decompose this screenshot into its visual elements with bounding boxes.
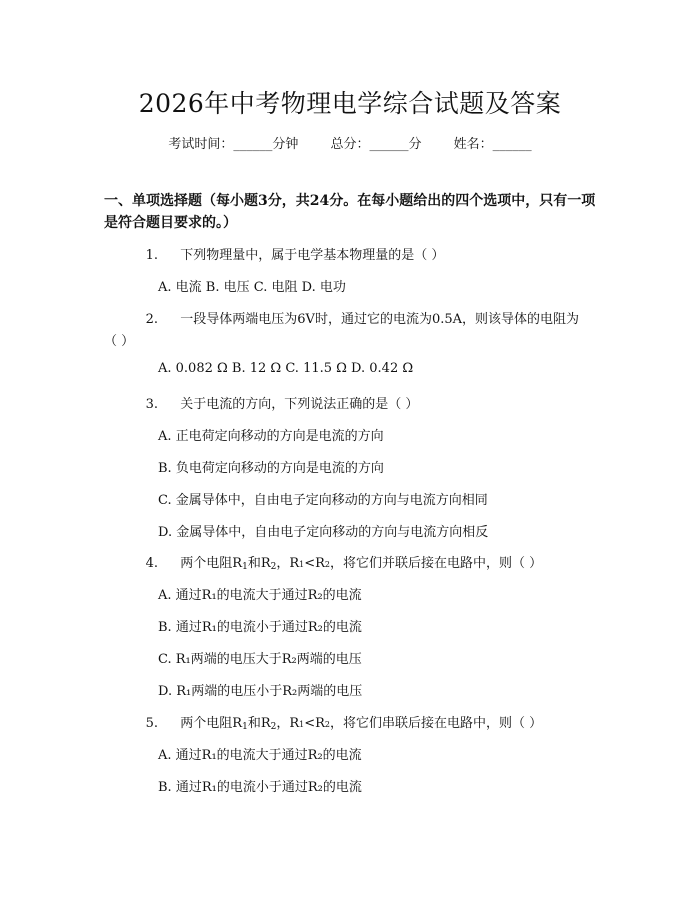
question-continuation: （ ） [104,334,135,349]
option-line: A. 0.082 Ω B. 12 Ω C. 11.5 Ω D. 0.42 Ω [158,361,414,376]
section-heading: 一、单项选择题（每小题3分，共24分。在每小题给出的四个选项中，只有一项是符合题目要求的。） [104,193,596,231]
question-3 [104,393,418,412]
option-line: A. 电流 B. 电压 C. 电阻 D. 电功 [158,280,346,295]
exam-meta [0,133,700,152]
question-number: 2. [145,312,158,327]
question-text: 两个电阻$R_1$和$R_2$，R1<R2，将它们串联后接在电路中，则（ ） [180,716,543,732]
question-text: 两个电阻$R_1$和$R_2$，R1<R2，将它们并联后接在电路中，则（ ） [180,556,543,572]
option-d: D. R₁两端的电压小于R₂两端的电压 [158,684,363,699]
question-number: 5. [145,716,158,731]
option-c: C. 金属导体中，自由电子定向移动的方向与电流方向相同 [158,493,488,508]
student-name: 姓名：______ [453,137,532,152]
option-b: B. 通过R₁的电流小于通过R₂的电流 [158,620,362,635]
option-b: B. 负电荷定向移动的方向是电流的方向 [158,461,384,476]
question-5 [104,712,542,732]
question-number: 4. [145,556,158,571]
option-a: A. 通过R₁的电流大于通过R₂的电流 [158,588,362,603]
question-number: 1. [145,248,158,263]
page-title: 2026年中考物理电学综合试题及答案 [138,89,562,118]
total-score: 总分：______分 [330,137,422,152]
question-2 [104,308,579,327]
option-d: D. 金属导体中，自由电子定向移动的方向与电流方向相反 [158,525,489,540]
option-c: C. R₁两端的电压大于R₂两端的电压 [158,652,362,667]
question-4 [104,552,542,572]
question-text: 下列物理量中，属于电学基本物理量的是（ ） [180,248,445,263]
option-b: B. 通过R₁的电流小于通过R₂的电流 [158,780,362,795]
question-text: 关于电流的方向，下列说法正确的是（ ） [180,397,419,412]
exam-time: 考试时间：______分钟 [168,137,299,152]
question-text: 一段导体两端电压为6V时，通过它的电流为0.5A，则该导体的电阻为 [180,312,580,327]
option-a: A. 正电荷定向移动的方向是电流的方向 [158,429,384,444]
question-1 [104,244,444,263]
option-a: A. 通过R₁的电流大于通过R₂的电流 [158,748,362,763]
question-number: 3. [145,397,158,412]
